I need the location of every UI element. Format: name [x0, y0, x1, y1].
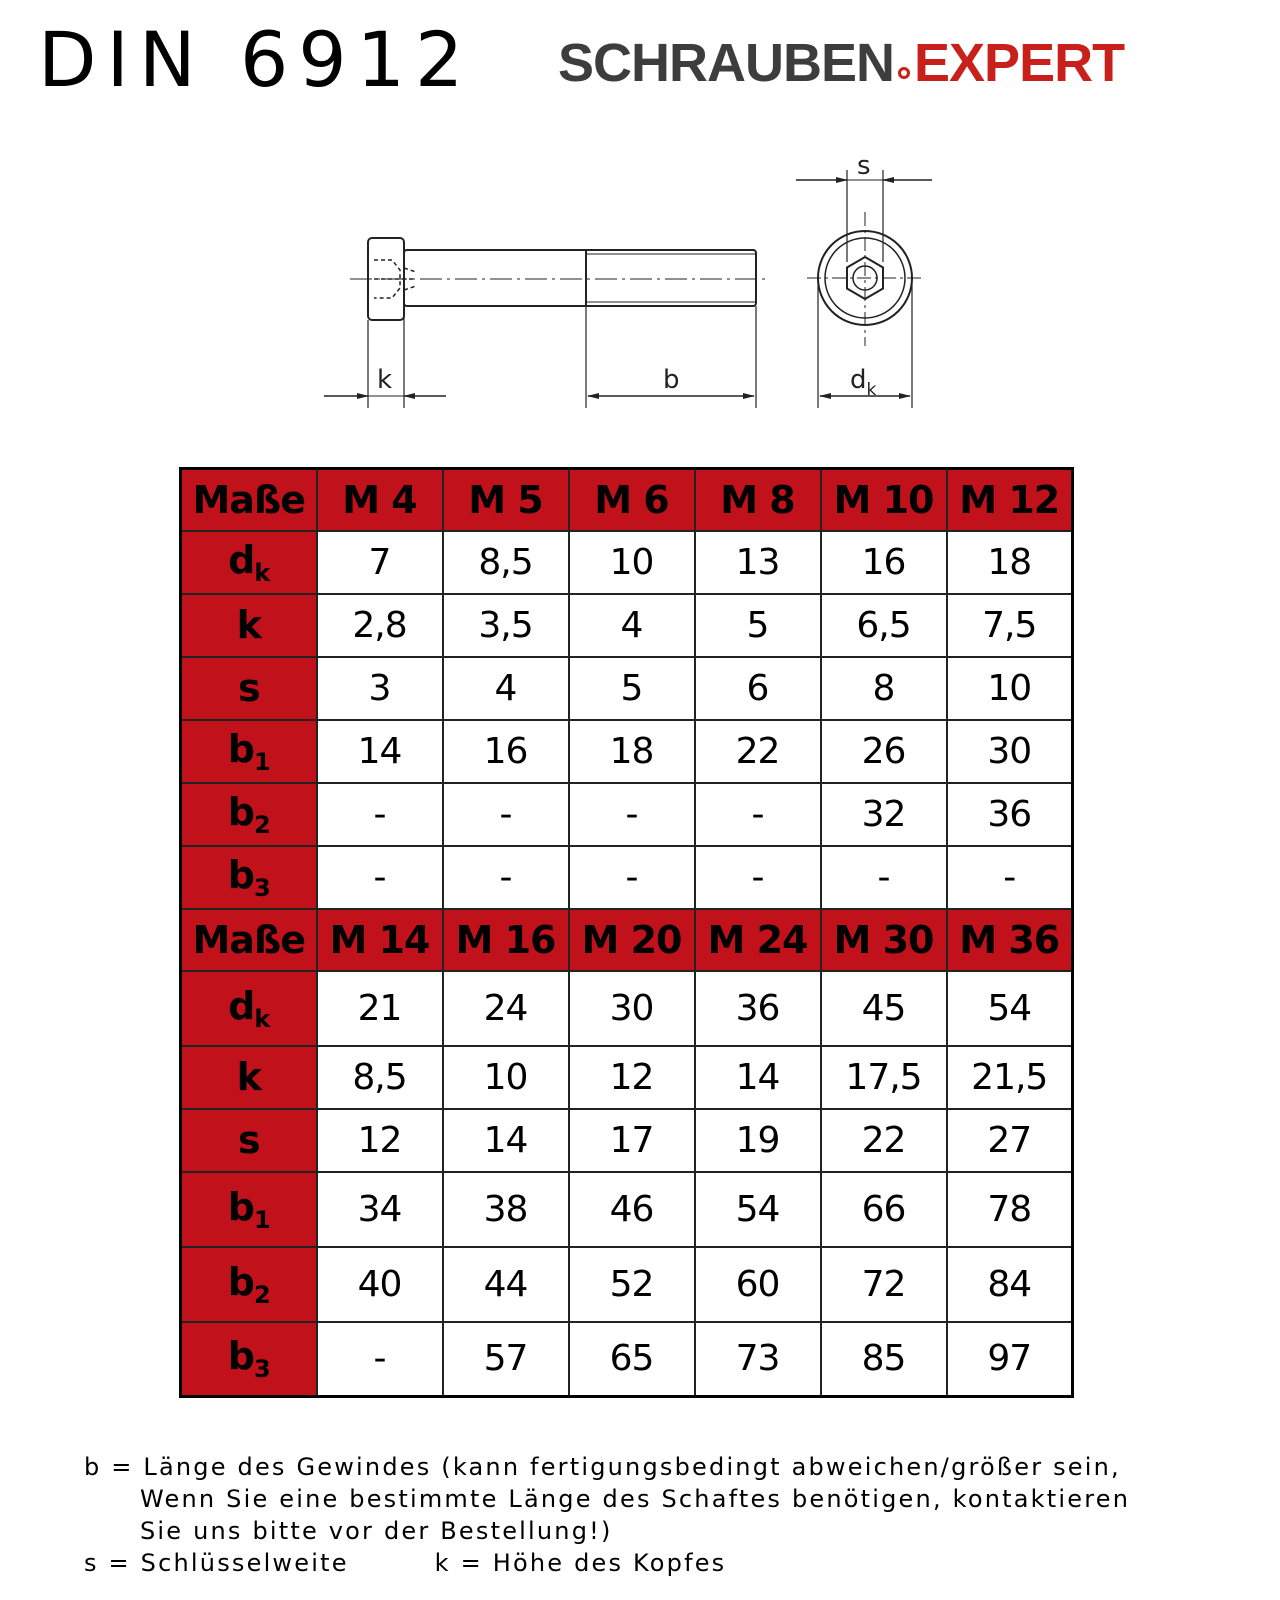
value-cell: 12 [317, 1109, 443, 1172]
row-label: b [227, 1184, 254, 1229]
value-cell: 38 [443, 1172, 569, 1247]
technical-drawing [320, 150, 960, 420]
value-cell: 7,5 [947, 594, 1073, 657]
value-cell: 17 [569, 1109, 695, 1172]
value-cell: 21 [317, 971, 443, 1046]
row-label-cell [181, 531, 317, 594]
row-label: s [237, 666, 260, 710]
value-cell: - [443, 846, 569, 909]
row-label-cell [181, 1247, 317, 1322]
value-cell: 60 [695, 1247, 821, 1322]
value-cell: 7 [317, 531, 443, 594]
row-label-subscript: 1 [254, 1205, 270, 1234]
value-cell: - [317, 1322, 443, 1397]
value-cell: 54 [947, 971, 1073, 1046]
size-header-cell: M 6 [569, 469, 695, 531]
dim-b-label: b [663, 365, 680, 395]
value-cell: - [569, 783, 695, 846]
row-label: k [236, 603, 261, 647]
value-cell: 45 [821, 971, 947, 1046]
table-row [181, 594, 1073, 657]
row-label-subscript: 3 [254, 873, 270, 902]
value-cell: 8,5 [443, 531, 569, 594]
value-cell: 18 [947, 531, 1073, 594]
size-header-cell: M 4 [317, 469, 443, 531]
value-cell: 14 [695, 1046, 821, 1109]
row-label: b [227, 1259, 254, 1304]
value-cell: 10 [947, 657, 1073, 720]
note-k: k = Höhe des Kopfes [434, 1549, 727, 1577]
value-cell: 4 [443, 657, 569, 720]
table-row [181, 531, 1073, 594]
value-cell: - [569, 846, 695, 909]
value-cell: 46 [569, 1172, 695, 1247]
row-label: b [227, 1334, 254, 1379]
value-cell: 22 [821, 1109, 947, 1172]
size-header-cell: M 14 [317, 909, 443, 971]
row-label-cell [181, 1046, 317, 1109]
table-row [181, 1322, 1073, 1397]
value-cell: 22 [695, 720, 821, 783]
row-label: s [237, 1118, 260, 1162]
row-label-subscript: 1 [254, 747, 270, 776]
value-cell: 6,5 [821, 594, 947, 657]
table-row [181, 783, 1073, 846]
value-cell: 66 [821, 1172, 947, 1247]
value-cell: 27 [947, 1109, 1073, 1172]
row-label: d [228, 537, 255, 582]
table-row [181, 1109, 1073, 1172]
row-label: k [236, 1055, 261, 1099]
table-row [181, 971, 1073, 1046]
note-b-line1: b = Länge des Gewindes (kann fertigungsbedingt abweichen/größer sein, [84, 1453, 1121, 1481]
value-cell: 16 [821, 531, 947, 594]
size-header-cell: M 5 [443, 469, 569, 531]
value-cell: 19 [695, 1109, 821, 1172]
value-cell: 44 [443, 1247, 569, 1322]
size-header-cell: M 16 [443, 909, 569, 971]
value-cell: 85 [821, 1322, 947, 1397]
row-label: b [227, 852, 254, 897]
size-header-cell: M 8 [695, 469, 821, 531]
value-cell: 5 [569, 657, 695, 720]
header-row [181, 469, 1073, 531]
header-label-cell: Maße [181, 469, 317, 531]
value-cell: 10 [569, 531, 695, 594]
row-label-subscript: 3 [254, 1355, 270, 1384]
logo-part1: SCHRAUBEN [558, 33, 895, 93]
dimension-table [179, 467, 1074, 1398]
value-cell: 26 [821, 720, 947, 783]
value-cell: 8 [821, 657, 947, 720]
row-label-cell [181, 783, 317, 846]
table-row [181, 1172, 1073, 1247]
value-cell: 8,5 [317, 1046, 443, 1109]
value-cell: - [695, 783, 821, 846]
value-cell: 24 [443, 971, 569, 1046]
value-cell: - [947, 846, 1073, 909]
row-label-cell [181, 657, 317, 720]
table-row [181, 1046, 1073, 1109]
value-cell: 18 [569, 720, 695, 783]
value-cell: - [443, 783, 569, 846]
value-cell: 36 [947, 783, 1073, 846]
value-cell: 13 [695, 531, 821, 594]
dim-k-label: k [377, 365, 393, 395]
size-header-cell: M 24 [695, 909, 821, 971]
value-cell: 10 [443, 1046, 569, 1109]
table-row [181, 657, 1073, 720]
row-label-cell [181, 1172, 317, 1247]
screw-shank [404, 250, 756, 306]
value-cell: 5 [695, 594, 821, 657]
value-cell: 30 [947, 720, 1073, 783]
footnotes [84, 1451, 1130, 1579]
value-cell: 12 [569, 1046, 695, 1109]
table-row [181, 1247, 1073, 1322]
note-s-k-line [84, 1547, 1130, 1579]
value-cell: 14 [317, 720, 443, 783]
value-cell: 17,5 [821, 1046, 947, 1109]
header-row [181, 909, 1073, 971]
size-header-cell: M 30 [821, 909, 947, 971]
value-cell: 78 [947, 1172, 1073, 1247]
value-cell: 84 [947, 1247, 1073, 1322]
value-cell: 6 [695, 657, 821, 720]
value-cell: - [317, 846, 443, 909]
row-label: b [227, 726, 254, 771]
size-header-cell: M 20 [569, 909, 695, 971]
value-cell: 30 [569, 971, 695, 1046]
row-label-cell [181, 971, 317, 1046]
row-label: b [227, 789, 254, 834]
value-cell: 52 [569, 1247, 695, 1322]
note-b-line3: Sie uns bitte vor der Bestellung!) [140, 1517, 613, 1545]
value-cell: 57 [443, 1322, 569, 1397]
row-label: d [228, 983, 255, 1028]
value-cell: 54 [695, 1172, 821, 1247]
value-cell: 72 [821, 1247, 947, 1322]
table-row [181, 720, 1073, 783]
value-cell: 4 [569, 594, 695, 657]
size-header-cell: M 10 [821, 469, 947, 531]
value-cell: 36 [695, 971, 821, 1046]
header-label-cell: Maße [181, 909, 317, 971]
row-label-cell [181, 1322, 317, 1397]
value-cell: 97 [947, 1322, 1073, 1397]
note-s: s = Schlüsselweite [84, 1549, 349, 1577]
row-label-cell [181, 720, 317, 783]
value-cell: - [695, 846, 821, 909]
brand-logo [558, 33, 1125, 93]
dim-s-label: s [857, 151, 871, 181]
row-label-cell [181, 594, 317, 657]
value-cell: 32 [821, 783, 947, 846]
value-cell: 14 [443, 1109, 569, 1172]
value-cell: 3,5 [443, 594, 569, 657]
value-cell: 16 [443, 720, 569, 783]
value-cell: - [317, 783, 443, 846]
value-cell: 21,5 [947, 1046, 1073, 1109]
table-row [181, 846, 1073, 909]
size-header-cell: M 12 [947, 469, 1073, 531]
size-header-cell: M 36 [947, 909, 1073, 971]
row-label-subscript: 2 [254, 1280, 270, 1309]
logo-part2: EXPERT [914, 33, 1125, 93]
row-label-cell [181, 846, 317, 909]
logo-dot-icon [898, 67, 910, 79]
row-label-cell [181, 1109, 317, 1172]
row-label-subscript: k [254, 558, 270, 587]
value-cell: 2,8 [317, 594, 443, 657]
row-label-subscript: 2 [254, 810, 270, 839]
value-cell: 65 [569, 1322, 695, 1397]
value-cell: 40 [317, 1247, 443, 1322]
note-b-line2: Wenn Sie eine bestimmte Länge des Schaftes benötigen, kontaktieren [140, 1485, 1131, 1513]
row-label-subscript: k [254, 1004, 270, 1033]
value-cell: 73 [695, 1322, 821, 1397]
value-cell: - [821, 846, 947, 909]
value-cell: 3 [317, 657, 443, 720]
dim-dk-label: $d_k$ [850, 365, 877, 400]
page-title: DIN 6912 [38, 15, 474, 104]
value-cell: 34 [317, 1172, 443, 1247]
